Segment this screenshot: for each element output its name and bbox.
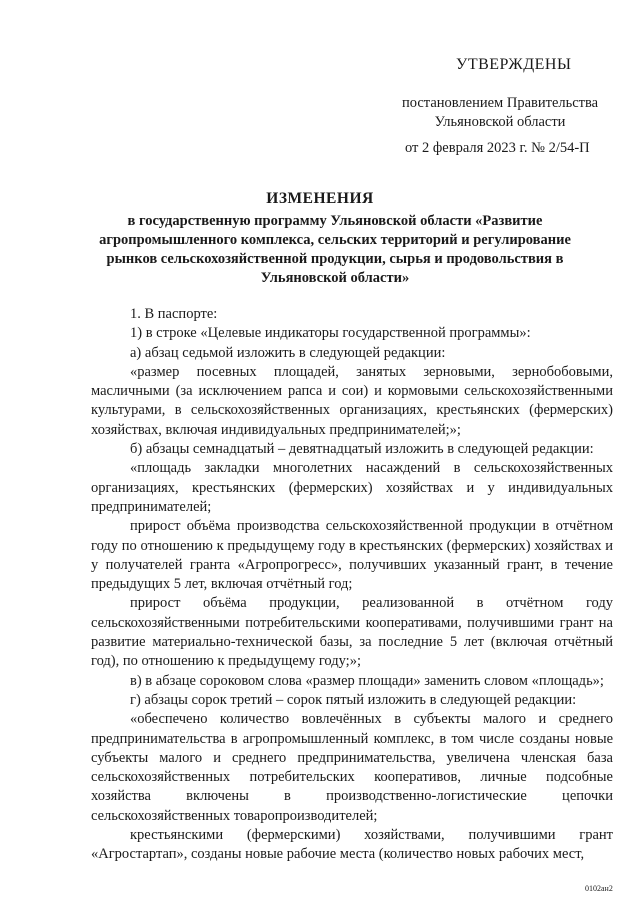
approver-text: постановлением Правительства Ульяновской области — [402, 95, 599, 130]
document-body — [91, 305, 613, 865]
paragraph: г) абзацы сорок третий – сорок пятый изложить в следующей редакции: — [130, 691, 577, 708]
paragraph: 1. В паспорте: — [130, 306, 218, 322]
decree-date: от 2 февраля 2023 г. № 2/54-П — [405, 140, 590, 156]
paragraph: крестьянскими (фермерскими) хозяйствами, получившими грант «Агростартап», созданы новые рабочие места (количество новых рабочих мест, — [91, 827, 613, 863]
paragraph: 1) в строке «Целевые индикаторы государственной программы»: — [130, 325, 531, 342]
paragraph: прирост объёма продукции, реализованной в отчётном году сельскохозяйственными потребительскими кооперативами, получившими грант на развитие материально-технической базы, за последние 5 лет (включая отчётный год), по отношению к предыдущему году;»; — [91, 595, 613, 670]
paragraph: прирост объёма производства сельскохозяйственной продукции в отчётном году по отношению к предыдущему году в крестьянских (фермерских) хозяйствах и у получателей гранта «Агропрогресс», получивших указанный грант, в течение предыдущих 5 лет, включая отчётный год; — [91, 518, 613, 593]
paragraph: «размер посевных площадей, занятых зерновыми, зернобобовыми, масличными (за исключением рапса и сои) и кормовыми сельскохозяйственными культурами, в сельскохозяйственных организациях, крестьянских (фермерских) хозяйствах, включая индивидуальных предпринимателей;»; — [91, 363, 613, 438]
document-title: ИЗМЕНЕНИЯ — [266, 190, 374, 207]
document-code: 0102ан2 — [585, 884, 613, 893]
paragraph: а) абзац седьмой изложить в следующей редакции: — [130, 344, 446, 361]
approval-stamp: УТВЕРЖДЕНЫ — [456, 56, 572, 73]
document-subtitle: в государственную программу Ульяновской области «Развитие агропромышленного комплекса, сельских территорий и регулирование рынков сельскохозяйственной продукции, сырья и продовольствия в Ульяновской области» — [99, 213, 571, 286]
paragraph: «обеспечено количество вовлечённых в субъекты малого и среднего предпринимательства в агропромышленный комплекс, в том числе созданы новые субъекты малого и среднего предпринимательства, увеличена членская база сельскохозяйственных потребительских кооперативов, личные подсобные хозяйства включены в производственно-логистические цепочки сельскохозяйственных товаропроизводителей; — [91, 711, 613, 824]
paragraph: в) в абзаце сороковом слова «размер площади» заменить словом «площадь»; — [130, 672, 604, 689]
paragraph: б) абзацы семнадцатый – девятнадцатый изложить в следующей редакции: — [130, 441, 594, 458]
paragraph: «площадь закладки многолетних насаждений в сельскохозяйственных организациях, крестьянских (фермерских) хозяйствах и у индивидуальных предпринимателей; — [91, 460, 613, 515]
